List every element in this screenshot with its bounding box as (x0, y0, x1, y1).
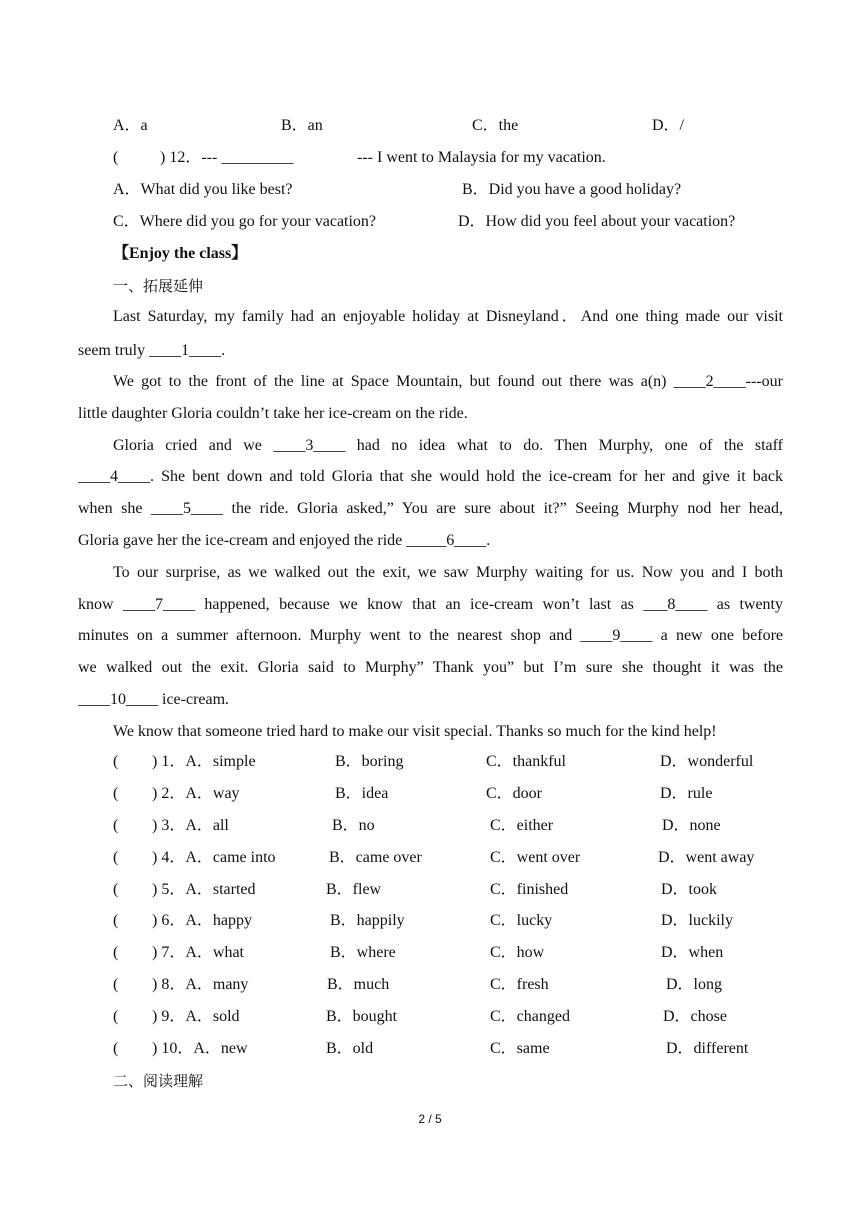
section-title: 【Enjoy the class】 (113, 245, 248, 262)
question-option-d: D．when (661, 944, 724, 961)
question-option-b: B．came over (329, 849, 422, 866)
question-stem: ) 6．A．happy (152, 912, 252, 929)
question-paren: ( (113, 817, 119, 834)
question-stem: ) 2．A．way (152, 785, 240, 802)
question-option-b: B．much (327, 976, 390, 993)
q12-option-c: C．Where did you go for your vacation? (113, 213, 377, 230)
question-stem: ) 7．A．what (152, 944, 244, 961)
question-option-b: B．flew (326, 881, 382, 898)
part1-heading: 一、拓展延伸 (113, 277, 204, 295)
question-option-b: B．bought (326, 1008, 398, 1025)
question-option-d: D．chose (663, 1008, 727, 1025)
question-option-b: B．where (330, 944, 396, 961)
question-option-d: D．none (662, 817, 721, 834)
question-paren: ( (113, 849, 119, 866)
q11-option-a: A．a (113, 117, 148, 134)
question-option-b: B．idea (335, 785, 389, 802)
passage-line-11: minutes on a summer afternoon. Murphy went to the nearest shop and ____9____ a new one before (78, 627, 783, 644)
question-option-c: C．thankful (486, 753, 566, 770)
question-paren: ( (113, 912, 119, 929)
question-option-d: D．went away (658, 849, 755, 866)
question-option-d: D．different (666, 1040, 749, 1057)
question-option-c: C．either (490, 817, 554, 834)
question-paren: ( (113, 785, 119, 802)
question-option-c: C．fresh (490, 976, 549, 993)
question-option-c: C．lucky (490, 912, 553, 929)
passage-line-14: We know that someone tried hard to make our visit special. Thanks so much for the kind help! (113, 723, 717, 740)
question-option-d: D．luckily (661, 912, 733, 929)
passage-line-13: ____10____ ice-cream. (78, 691, 230, 708)
passage-line-3: We got to the front of the line at Space Mountain, but found out there was a(n) ____2____---our (113, 373, 783, 390)
question-option-c: C．how (490, 944, 545, 961)
q12-answer-line: --- I went to Malaysia for my vacation. (357, 149, 606, 166)
passage-line-9: To our surprise, as we walked out the exit, we saw Murphy waiting for us. Now you and I both (113, 564, 783, 581)
question-stem: ) 1．A．simple (152, 753, 256, 770)
question-option-c: C．changed (490, 1008, 570, 1025)
question-option-b: B．no (332, 817, 375, 834)
passage-line-6: ____4____. She bent down and told Gloria that she would hold the ice-cream for her and give it back (78, 468, 783, 485)
question-option-d: D．long (666, 976, 723, 993)
question-option-b: B．boring (335, 753, 404, 770)
question-option-d: D．wonderful (660, 753, 754, 770)
passage-line-12: we walked out the exit. Gloria said to Murphy” Thank you” but I’m sure she thought it was the (78, 659, 783, 676)
q11-option-c: C．the (472, 117, 519, 134)
q11-option-b: B．an (281, 117, 323, 134)
question-stem: ) 8．A．many (152, 976, 249, 993)
question-option-c: C．finished (490, 881, 569, 898)
question-paren: ( (113, 944, 119, 961)
question-stem: ) 9．A．sold (152, 1008, 240, 1025)
question-paren: ( (113, 1008, 119, 1025)
q12-option-b: B．Did you have a good holiday? (462, 181, 682, 198)
passage-line-1: Last Saturday, my family had an enjoyable holiday at Disneyland．And one thing made our visit (113, 308, 783, 325)
passage-line-10: know ____7____ happened, because we know that an ice-cream won’t last as ___8____ as twenty (78, 596, 783, 613)
q12-stem: ) 12．--- _________ (160, 149, 294, 166)
question-stem: ) 4．A．came into (152, 849, 276, 866)
question-stem: ) 5．A．started (152, 881, 256, 898)
q11-option-d: D．/ (652, 117, 685, 134)
passage-line-7: when she ____5____ the ride. Gloria asked,” You are sure about it?” Seeing Murphy nod her head, (78, 500, 783, 517)
q12-option-a: A．What did you like best? (113, 181, 293, 198)
question-option-c: C．same (490, 1040, 550, 1057)
question-option-b: B．happily (330, 912, 405, 929)
question-paren: ( (113, 976, 119, 993)
part2-heading: 二、阅读理解 (113, 1072, 204, 1090)
q12-paren: ( (113, 149, 119, 166)
question-paren: ( (113, 1040, 119, 1057)
page-number: 2 / 5 (418, 1112, 442, 1126)
question-stem: ) 3．A．all (152, 817, 229, 834)
question-option-d: D．took (661, 881, 718, 898)
passage-line-5: Gloria cried and we ____3____ had no idea what to do. Then Murphy, one of the staff (113, 437, 783, 454)
q12-option-d: D．How did you feel about your vacation? (458, 213, 736, 230)
question-stem: ) 10．A．new (152, 1040, 248, 1057)
question-paren: ( (113, 881, 119, 898)
question-option-b: B．old (326, 1040, 374, 1057)
question-option-c: C．went over (490, 849, 581, 866)
question-option-c: C．door (486, 785, 543, 802)
passage-line-8: Gloria gave her the ice-cream and enjoyed the ride _____6____. (78, 532, 491, 549)
passage-line-2: seem truly ____1____. (78, 342, 226, 359)
passage-line-4: little daughter Gloria couldn’t take her ice-cream on the ride. (78, 405, 468, 422)
question-paren: ( (113, 753, 119, 770)
question-option-d: D．rule (660, 785, 713, 802)
